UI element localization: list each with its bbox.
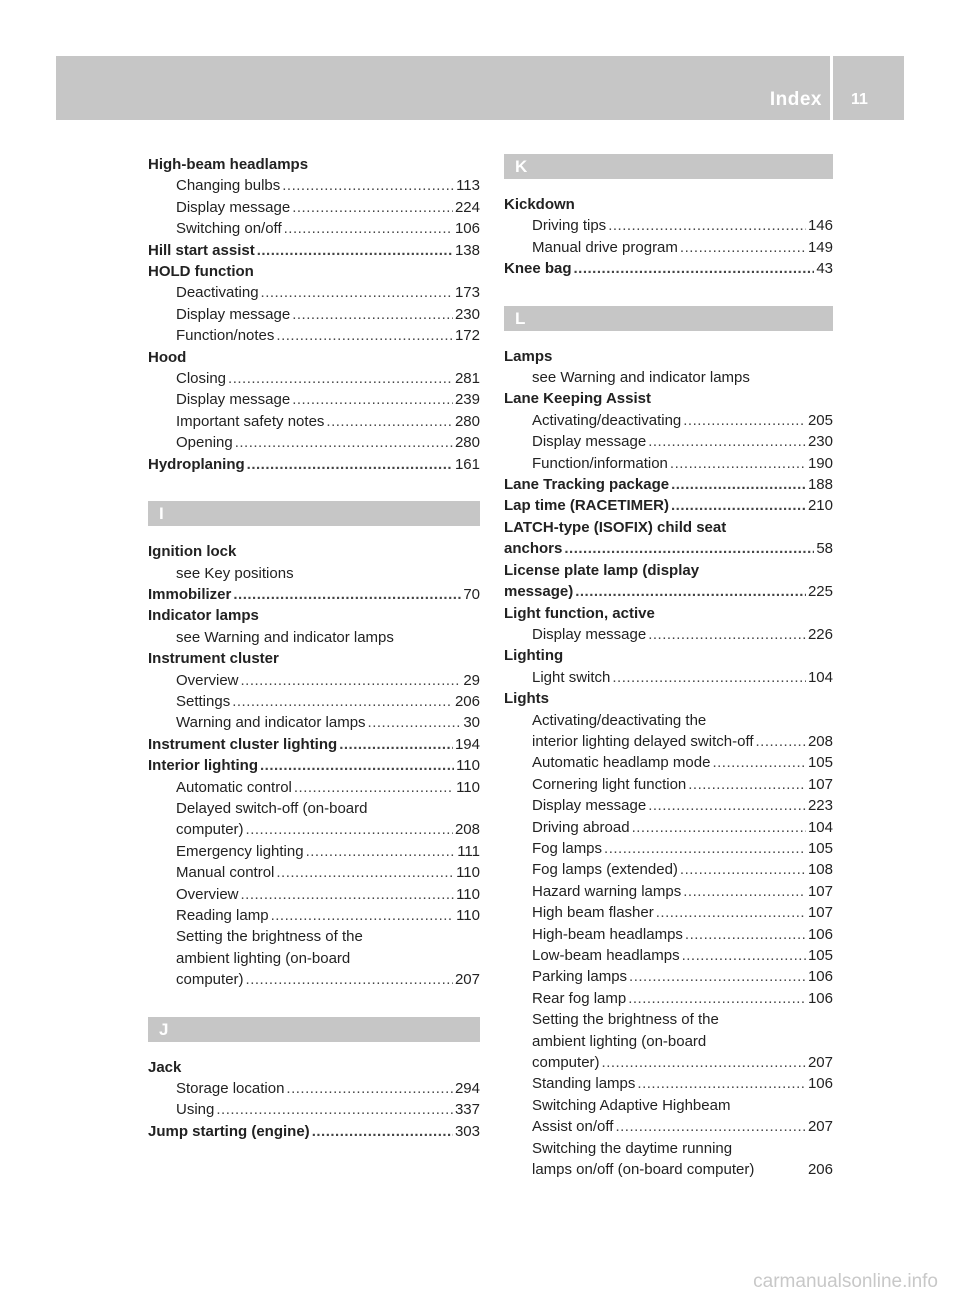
dot-leader (306, 841, 456, 862)
dot-leader (632, 817, 806, 838)
index-subentry (148, 432, 480, 453)
entry-term: Standing lamps (532, 1075, 636, 1093)
dot-leader (339, 734, 453, 755)
entry-term: High-beam headlamps (148, 156, 309, 173)
entry-term: Automatic control (176, 778, 292, 796)
dot-leader (241, 884, 455, 905)
index-entry (504, 474, 833, 495)
entry-term: Low-beam headlamps (532, 947, 680, 964)
index-subentry (504, 924, 833, 945)
index-subentry (504, 431, 833, 452)
page-reference[interactable]: 208 (454, 821, 480, 839)
index-subentry (148, 175, 480, 196)
dot-leader (628, 988, 806, 1009)
index-subentry (504, 902, 833, 923)
index-entry (148, 240, 480, 261)
dot-leader (688, 774, 806, 795)
entry-term: Fog lamps (extended) (532, 861, 678, 879)
index-subentry (504, 881, 833, 902)
entry-term: Lap time (RACETIMER) (504, 497, 669, 515)
index-entry (148, 454, 480, 475)
page-reference[interactable]: 206 (807, 1161, 833, 1179)
index-subentry-text: Switching the daytime running (532, 1139, 733, 1157)
index-subentry (504, 1073, 833, 1094)
index-subentry-text: see Key positions (176, 564, 294, 582)
entry-term: computer) (532, 1054, 600, 1072)
entry-term: message) (504, 583, 574, 601)
entry-term: Display message (532, 625, 647, 643)
index-entry (148, 605, 480, 626)
index-subentry-text: ambient lighting (on-board (532, 1032, 707, 1050)
page-reference[interactable]: 226 (807, 625, 833, 643)
index-entry (504, 495, 833, 516)
index-subentry (148, 389, 480, 410)
page-reference[interactable]: 146 (807, 217, 833, 235)
dot-leader (637, 1073, 806, 1094)
page-reference[interactable]: 230 (454, 305, 480, 323)
entry-term: interior lighting delayed switch-off (532, 732, 754, 750)
index-entry (504, 388, 833, 409)
page-reference[interactable]: 294 (454, 1080, 480, 1098)
index-subentry (504, 966, 833, 987)
entry-term: Driving abroad (532, 818, 630, 836)
index-entry (504, 603, 833, 624)
header-divider (830, 56, 833, 120)
page-reference[interactable]: 223 (807, 797, 833, 815)
dot-leader (648, 624, 806, 645)
index-entry (148, 541, 480, 562)
dot-leader (648, 795, 806, 816)
letter-section (504, 280, 833, 346)
dot-leader (574, 258, 815, 279)
page-reference[interactable]: 105 (807, 947, 833, 964)
index-subentry (148, 304, 480, 325)
entry-term: Lane Keeping Assist (504, 390, 651, 408)
entry-term: Automatic headlamp mode (532, 754, 711, 772)
dot-leader (683, 881, 806, 902)
dot-leader (246, 969, 453, 990)
entry-term: Instrument cluster (148, 650, 279, 668)
dot-leader (602, 1052, 806, 1073)
dot-leader (257, 240, 453, 261)
dot-leader (648, 431, 806, 452)
letter-heading: L (504, 306, 833, 331)
page-reference[interactable]: 105 (807, 839, 833, 857)
index-subentry (504, 667, 833, 688)
index-subentry (148, 218, 480, 239)
entry-term: Driving tips (532, 217, 607, 235)
page-reference[interactable]: 190 (807, 454, 833, 472)
page-reference[interactable]: 107 (807, 775, 833, 793)
entry-term: Settings (176, 692, 231, 710)
entry-term: anchors (504, 540, 563, 558)
letter-heading: K (504, 154, 833, 179)
page-reference[interactable]: 110 (456, 757, 480, 775)
entry-term: Display message (176, 391, 291, 409)
page-reference[interactable]: 108 (807, 861, 833, 879)
dot-leader (756, 731, 806, 752)
dot-leader (276, 862, 454, 883)
page-reference[interactable]: 280 (454, 434, 480, 452)
letter-section (148, 475, 480, 541)
entry-term: Overview (176, 671, 239, 689)
index-subentry (504, 453, 833, 474)
page-reference[interactable]: 70 (463, 585, 480, 603)
dot-leader (232, 691, 453, 712)
index-subentry (504, 859, 833, 880)
index-subentry (148, 905, 480, 926)
entry-term: Display message (532, 797, 647, 815)
page-reference[interactable]: 110 (456, 907, 480, 924)
index-subentry (504, 838, 833, 859)
page-reference[interactable]: 111 (457, 842, 480, 860)
page-reference[interactable]: 206 (454, 692, 480, 710)
index-entry (148, 347, 480, 368)
dot-leader (368, 712, 462, 733)
dot-leader (233, 584, 461, 605)
page-reference[interactable]: 225 (807, 583, 833, 601)
index-subentry-text: Activating/deactivating the (532, 711, 707, 729)
dot-leader (575, 581, 806, 602)
index-subentry (504, 1052, 833, 1073)
page-reference[interactable]: 110 (456, 885, 480, 903)
index-subentry (148, 712, 480, 733)
entry-term: computer) (176, 821, 244, 839)
entry-term: Display message (176, 198, 291, 216)
index-entry (148, 584, 480, 605)
index-subentry (504, 624, 833, 645)
dot-leader (671, 495, 806, 516)
dot-leader (615, 1116, 806, 1137)
index-subentry (148, 1078, 480, 1099)
entry-term: Immobilizer (148, 585, 232, 603)
index-subentry (504, 1116, 833, 1137)
page-reference[interactable]: 210 (807, 497, 833, 515)
page-reference[interactable]: 29 (463, 671, 480, 689)
entry-term: Opening (176, 434, 233, 452)
dot-leader (712, 752, 806, 773)
index-entry (504, 538, 833, 559)
dot-leader (228, 368, 453, 389)
letter-section (148, 991, 480, 1057)
dot-leader (247, 454, 453, 475)
dot-leader (294, 777, 454, 798)
index-entry (148, 1121, 480, 1142)
index-subentry (148, 325, 480, 346)
index-entry (148, 154, 480, 175)
entry-term: computer) (176, 971, 244, 989)
entry-term: High beam flasher (532, 904, 654, 922)
entry-term: HOLD function (148, 263, 254, 281)
dot-leader (282, 175, 454, 196)
dot-leader (680, 859, 806, 880)
entry-term: Instrument cluster lighting (148, 735, 338, 753)
letter-heading: I (148, 501, 480, 526)
index-entry (504, 645, 833, 666)
index-subentry (148, 884, 480, 905)
index-subentry (504, 1159, 833, 1180)
dot-leader (682, 945, 806, 966)
index-subentry (148, 411, 480, 432)
entry-term: Jack (148, 1058, 182, 1076)
entry-term: lamps on/off (on-board computer) (532, 1161, 755, 1179)
index-subentry-text: see Warning and indicator lamps (176, 628, 394, 646)
page-reference[interactable]: 30 (463, 714, 480, 732)
page-reference[interactable]: 58 (816, 540, 833, 558)
entry-term: Fog lamps (532, 839, 603, 857)
dot-leader (326, 411, 453, 432)
dot-leader (261, 282, 453, 303)
page-reference[interactable]: 106 (807, 989, 833, 1007)
index-subentry-text: Delayed switch-off (on-board (176, 799, 368, 817)
entry-term: Warning and indicator lamps (176, 714, 366, 732)
dot-leader (235, 432, 453, 453)
entry-term: Overview (176, 885, 239, 903)
page-reference[interactable]: 43 (816, 260, 833, 278)
entry-term: Knee bag (504, 260, 572, 278)
entry-term: Reading lamp (176, 907, 269, 924)
entry-term: Hill start assist (148, 241, 255, 259)
entry-term: Switching on/off (176, 220, 282, 238)
page-reference[interactable]: 194 (454, 735, 480, 753)
entry-term: Storage location (176, 1080, 285, 1098)
entry-term: Lighting (504, 647, 564, 665)
entry-term: Manual drive program (532, 238, 678, 256)
dot-leader (680, 237, 806, 258)
dot-leader (564, 538, 814, 559)
entry-term: Display message (176, 305, 291, 323)
dot-leader (604, 838, 806, 859)
index-subentry (504, 817, 833, 838)
entry-term: Activating/deactivating (532, 411, 682, 429)
index-subentry (148, 197, 480, 218)
index-entry (148, 1057, 480, 1078)
index-subentry (148, 819, 480, 840)
index-entry (504, 258, 833, 279)
entry-term: Lamps (504, 347, 553, 365)
index-subentry-text: Setting the brightness of the (532, 1011, 719, 1029)
index-subentry (504, 237, 833, 258)
letter-heading: J (148, 1017, 480, 1042)
dot-leader (683, 410, 806, 431)
dot-leader (629, 966, 806, 987)
index-subentry (504, 988, 833, 1009)
page-reference[interactable]: 230 (807, 433, 833, 451)
page-reference[interactable]: 106 (807, 925, 833, 943)
page-reference[interactable]: 106 (454, 220, 480, 238)
page-reference[interactable]: 106 (807, 968, 833, 986)
index-subentry-text: see Warning and indicator lamps (532, 369, 750, 387)
dot-leader (685, 924, 806, 945)
page-reference[interactable]: 104 (807, 668, 833, 686)
dot-leader (241, 670, 462, 691)
entry-term: Kickdown (504, 196, 575, 213)
entry-term: Emergency lighting (176, 842, 304, 860)
index-subentry (504, 215, 833, 236)
dot-leader (656, 902, 806, 923)
dot-leader (284, 218, 453, 239)
entry-term: Interior lighting (148, 757, 258, 775)
page-reference[interactable]: 207 (807, 1054, 833, 1072)
entry-term: Using (176, 1101, 215, 1119)
index-column-right (504, 154, 833, 1180)
index-subentry (148, 1099, 480, 1120)
page-reference[interactable]: 149 (807, 238, 833, 256)
entry-term: Display message (532, 433, 647, 451)
entry-term: Jump starting (engine) (148, 1122, 310, 1140)
index-subentry (148, 368, 480, 389)
index-column-left (148, 154, 480, 1142)
entry-term: Closing (176, 370, 227, 388)
index-entry (504, 346, 833, 367)
dot-leader (292, 304, 453, 325)
dot-leader (260, 755, 454, 776)
page-reference[interactable]: 188 (807, 476, 833, 494)
page-reference[interactable]: 205 (807, 411, 833, 429)
dot-leader (292, 197, 453, 218)
page-reference[interactable]: 280 (454, 412, 480, 430)
entry-term: Parking lamps (532, 968, 628, 986)
index-entry-text: LATCH-type (ISOFIX) child seat (504, 518, 727, 536)
index-subentry (148, 282, 480, 303)
page-reference[interactable]: 337 (454, 1101, 480, 1119)
page-reference[interactable]: 172 (454, 327, 480, 345)
entry-term: Hydroplaning (148, 455, 245, 473)
index-subentry (504, 945, 833, 966)
page-number: 11 (851, 91, 868, 108)
entry-term: Deactivating (176, 284, 259, 302)
entry-term: Cornering light function (532, 775, 687, 793)
index-subentry (504, 410, 833, 431)
index-subentry (148, 691, 480, 712)
page-reference[interactable]: 161 (454, 455, 480, 473)
index-subentry (148, 862, 480, 883)
page-reference[interactable]: 105 (807, 754, 833, 772)
entry-term: Manual control (176, 864, 275, 882)
entry-term: Function/notes (176, 327, 275, 345)
dot-leader (271, 905, 455, 926)
page-reference[interactable]: 113 (456, 177, 480, 195)
page-reference[interactable]: 173 (454, 284, 480, 302)
entry-term: Light switch (532, 668, 611, 686)
index-entry (148, 734, 480, 755)
index-entry (504, 581, 833, 602)
entry-term: Assist on/off (532, 1118, 614, 1136)
index-subentry (148, 777, 480, 798)
page-reference[interactable]: 208 (807, 732, 833, 750)
page-reference[interactable]: 207 (807, 1118, 833, 1136)
entry-term: Important safety notes (176, 412, 325, 430)
page-reference[interactable]: 106 (807, 1075, 833, 1093)
dot-leader (612, 667, 806, 688)
index-subentry (148, 969, 480, 990)
dot-leader (216, 1099, 453, 1120)
dot-leader (286, 1078, 453, 1099)
index-entry (148, 261, 480, 282)
page-reference[interactable]: 224 (454, 198, 480, 216)
entry-term: High-beam headlamps (532, 925, 683, 943)
page-reference[interactable]: 303 (454, 1122, 480, 1140)
index-subentry-text: Switching Adaptive Highbeam (532, 1096, 731, 1114)
index-entry-text: License plate lamp (display (504, 561, 700, 579)
index-entry (504, 194, 833, 215)
page-reference[interactable]: 239 (454, 391, 480, 409)
page-reference[interactable]: 138 (454, 241, 480, 259)
index-subentry (504, 752, 833, 773)
index-subentry-text: Setting the brightness of the (176, 928, 363, 946)
dot-leader (292, 389, 453, 410)
page-reference[interactable]: 207 (454, 971, 480, 989)
dot-leader (246, 819, 453, 840)
entry-term: Lane Tracking package (504, 476, 670, 494)
page-reference[interactable]: 281 (454, 370, 480, 388)
dot-leader (276, 325, 453, 346)
index-entry (148, 755, 480, 776)
entry-term: Light function, active (504, 604, 655, 622)
dot-leader (312, 1121, 453, 1142)
entry-term: Rear fog lamp (532, 989, 627, 1007)
index-entry (148, 648, 480, 669)
index-subentry-text: ambient lighting (on-board (176, 949, 351, 967)
page-reference[interactable]: 104 (807, 818, 833, 836)
entry-term: Ignition lock (148, 543, 237, 561)
entry-term: Changing bulbs (176, 177, 281, 195)
dot-leader (608, 215, 806, 236)
entry-term: Hazard warning lamps (532, 882, 682, 900)
section-title: Index (769, 89, 822, 110)
index-subentry (504, 731, 833, 752)
dot-leader (671, 474, 806, 495)
entry-term: Hood (148, 348, 187, 366)
index-subentry (148, 841, 480, 862)
index-subentry (504, 795, 833, 816)
page-reference[interactable]: 110 (456, 864, 480, 882)
entry-term: Lights (504, 690, 549, 708)
page-reference[interactable]: 110 (456, 778, 480, 796)
entry-term: Indicator lamps (148, 607, 259, 625)
index-subentry (148, 670, 480, 691)
dot-leader (670, 453, 806, 474)
page-reference[interactable]: 107 (807, 882, 833, 900)
page-reference[interactable]: 107 (807, 904, 833, 922)
index-subentry (504, 774, 833, 795)
watermark: carmanualsonline.info (753, 1271, 938, 1292)
index-entry (504, 688, 833, 709)
letter-section (504, 154, 833, 194)
entry-term: Function/information (532, 454, 668, 472)
